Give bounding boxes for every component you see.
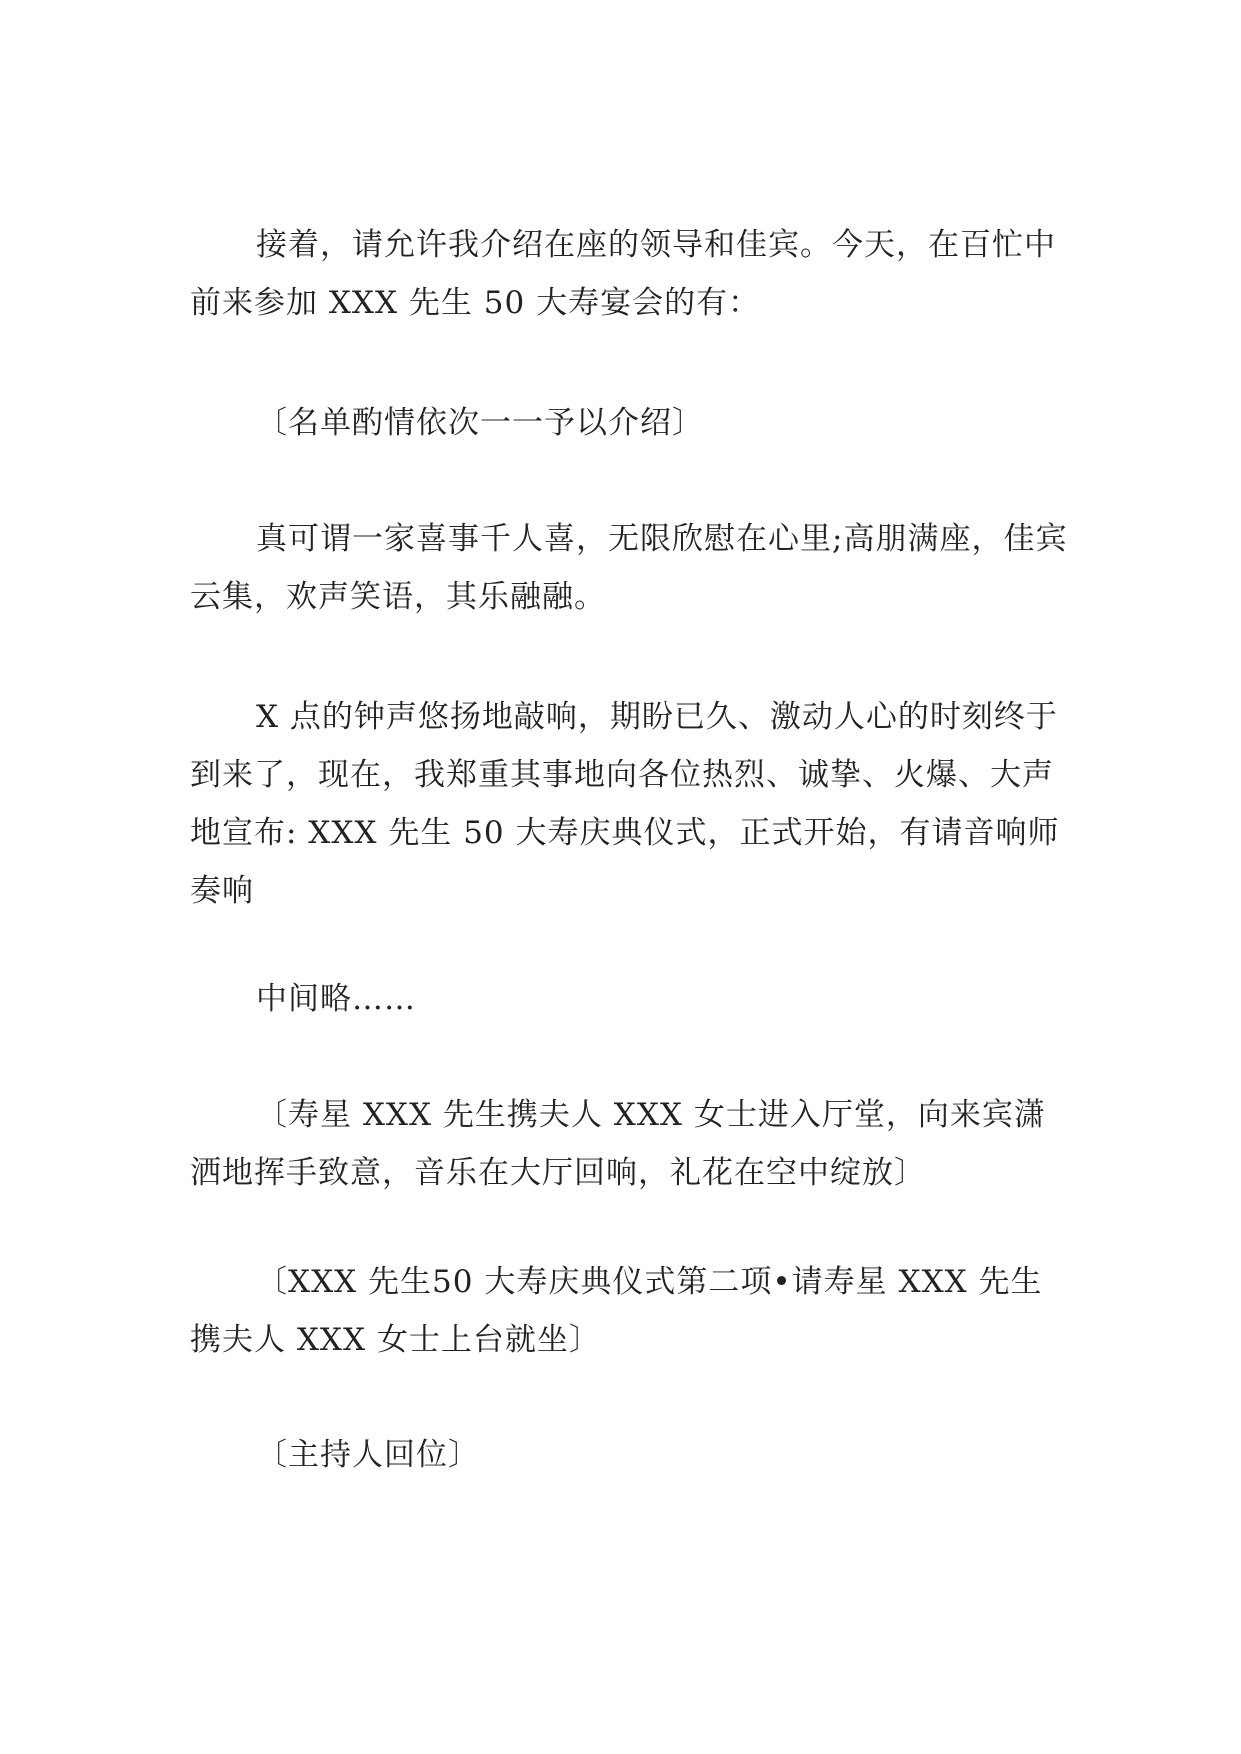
paragraph-second-item: 〔XXX 先生50 大寿庆典仪式第二项•请寿星 XXX 先生携夫人 XXX 女士上台就坐〕 bbox=[190, 1264, 1043, 1358]
paragraph-host-returns: 〔主持人回位〕 bbox=[256, 1437, 480, 1473]
paragraph-couple-enters: 〔寿星 XXX 先生携夫人 XXX 女士进入厅堂，向来宾潇洒地挥手致意，音乐在大厅回响，礼花在空中绽放〕 bbox=[190, 1097, 1046, 1191]
paragraph-introduce-guests: 接着，请允许我介绍在座的领导和佳宾。今天，在百忙中前来参加 XXX 先生 50 大寿宴会的有： bbox=[190, 227, 1056, 321]
paragraph-omitted-middle: 中间略…… bbox=[256, 981, 416, 1017]
paragraph-ceremony-announcement: X 点的钟声悠扬地敲响，期盼已久、激动人心的时刻终于到来了，现在，我郑重其事地向各位热烈、诚挚、火爆、大声地宣布: XXX 先生 50 大寿庆典仪式，正式开始，有请音响师奏响 bbox=[190, 699, 1060, 909]
paragraph-guest-list-note: 〔名单酌情依次一一予以介绍〕 bbox=[256, 405, 704, 441]
paragraph-celebration-greeting: 真可谓一家喜事千人喜，无限欣慰在心里;高朋满座，佳宾云集，欢声笑语，其乐融融。 bbox=[190, 521, 1068, 615]
